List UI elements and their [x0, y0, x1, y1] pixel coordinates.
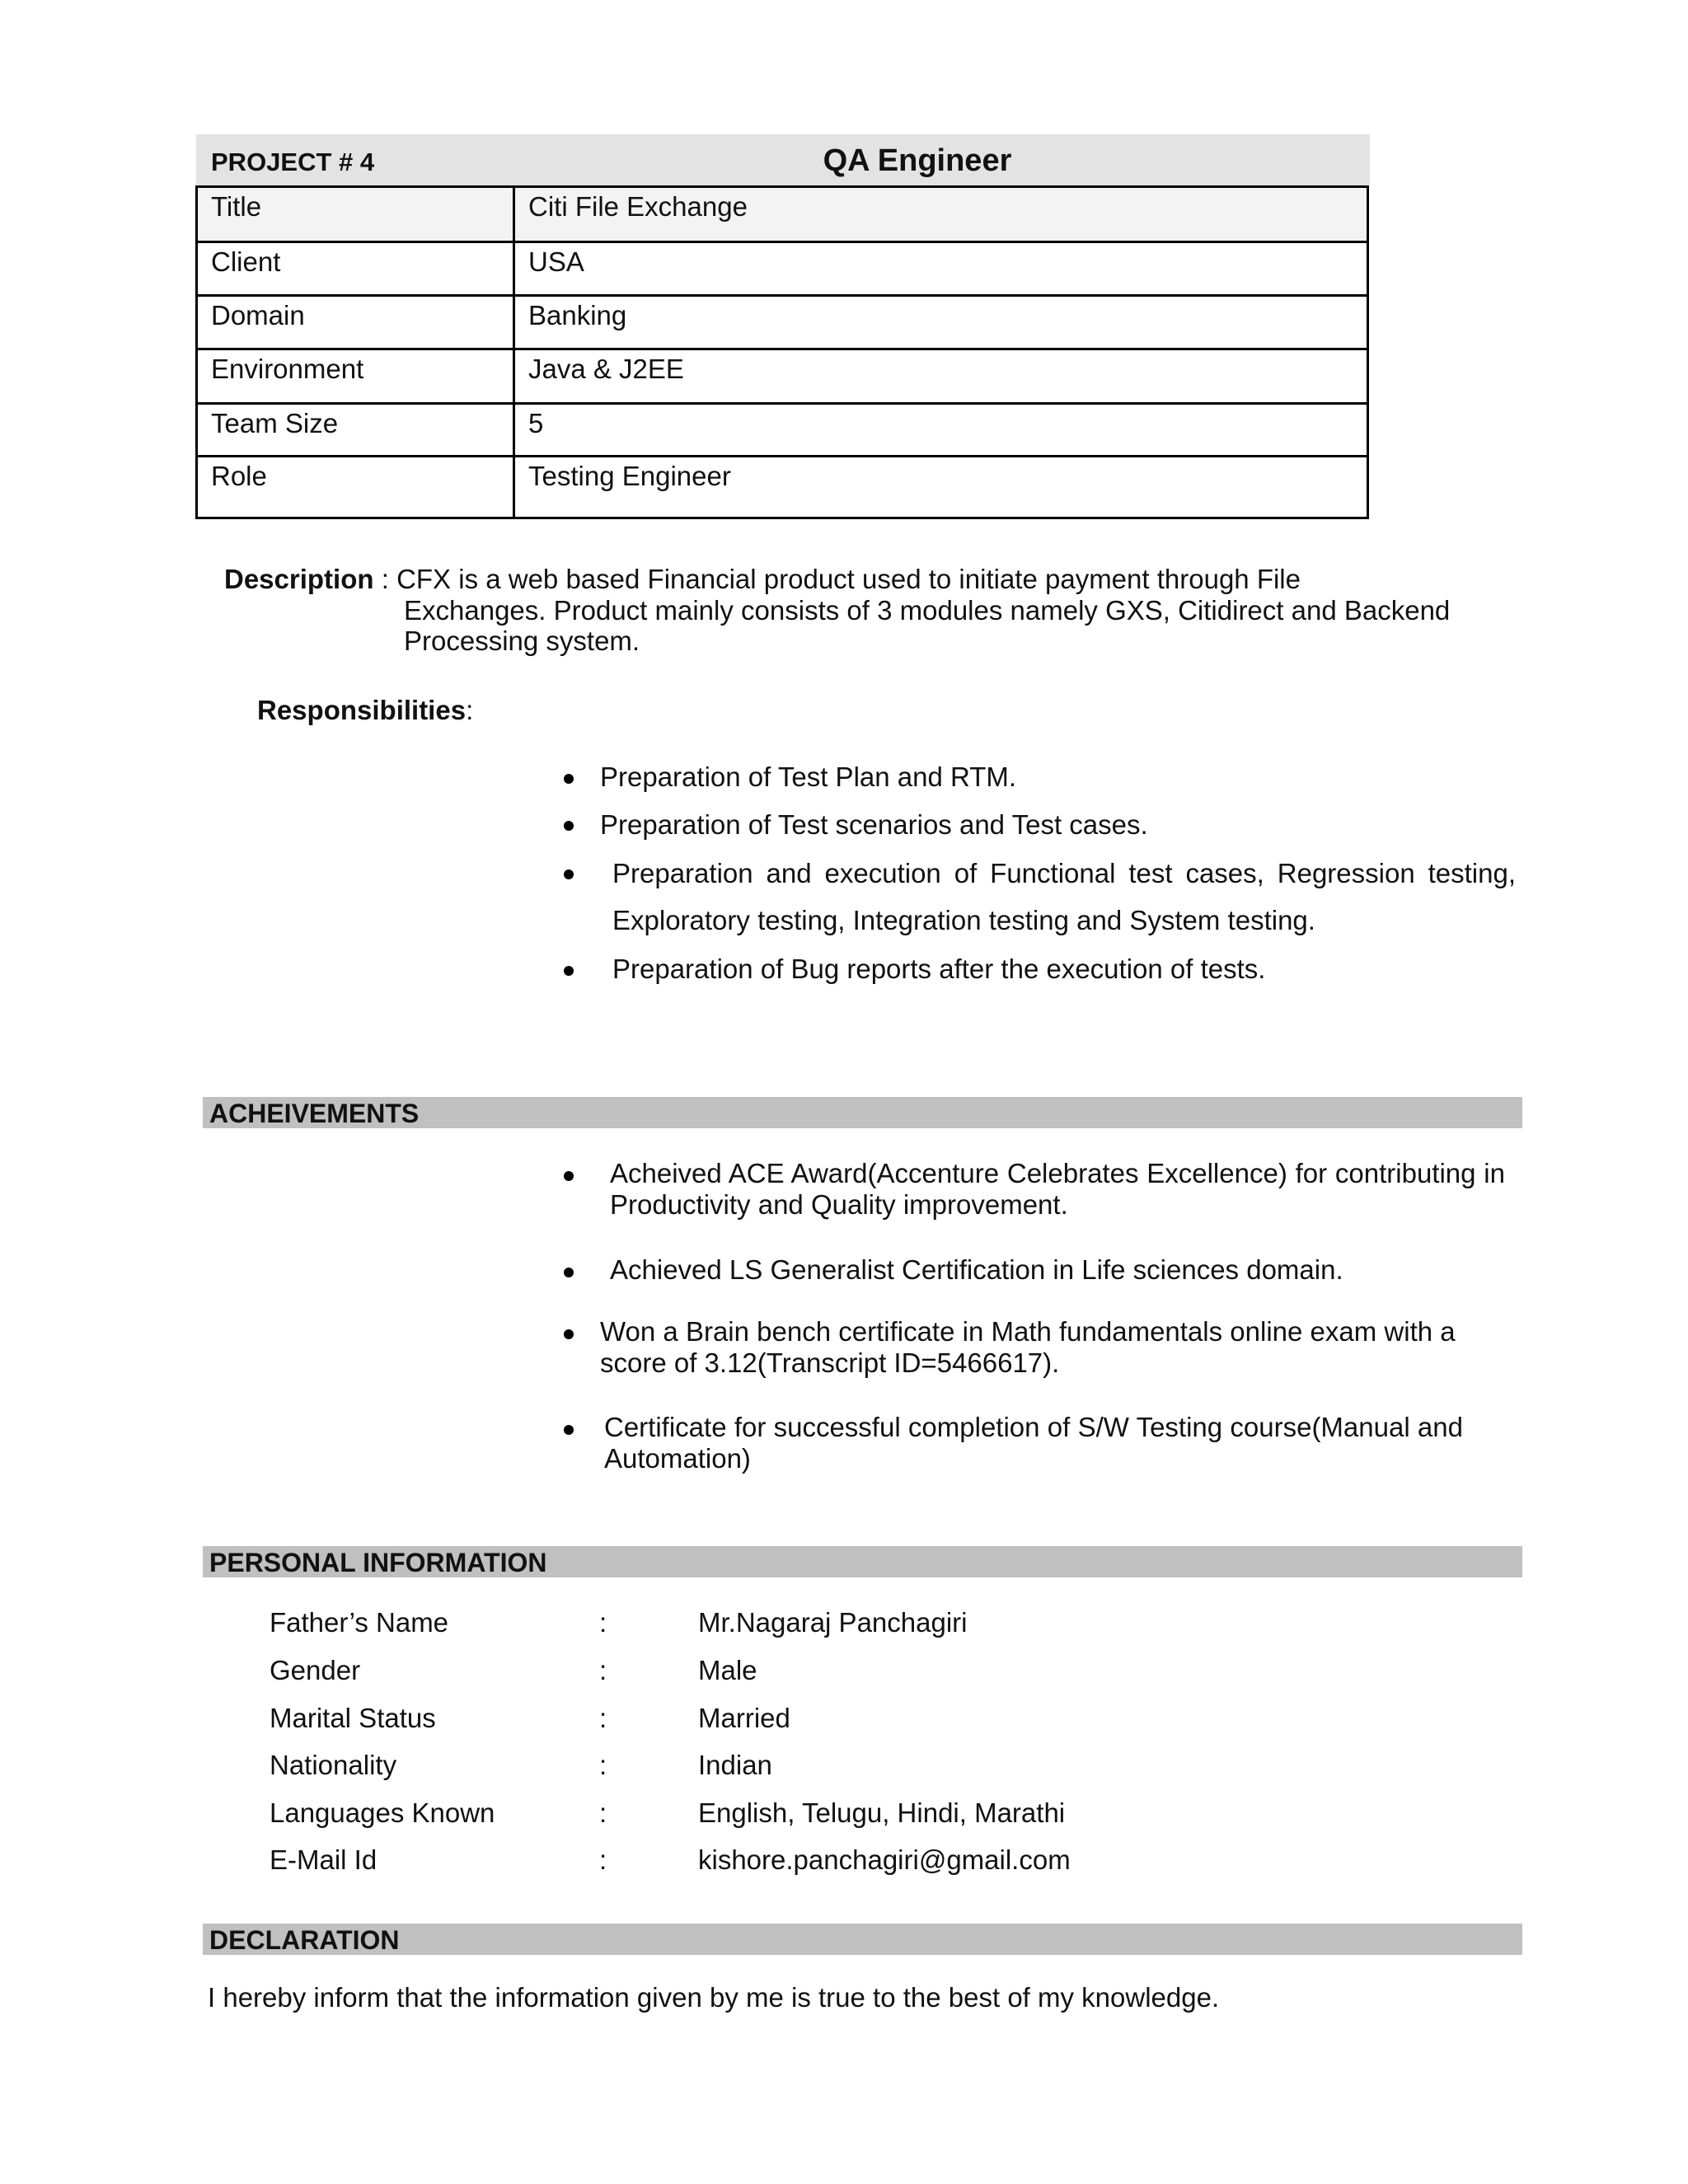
table-value-client: USA: [514, 242, 1368, 296]
personal-row-nationality: [270, 1750, 1423, 1783]
achievements-heading-bar: [203, 1097, 1522, 1128]
bullet-icon: [564, 1329, 574, 1339]
personal-info-heading-bar: [203, 1546, 1522, 1577]
personal-row-father-name: [270, 1607, 1423, 1640]
description-label: Description: [224, 564, 374, 594]
responsibilities-heading: [257, 695, 473, 726]
table-row: [197, 404, 1368, 457]
bullet-icon: [564, 821, 574, 831]
personal-value: Married: [698, 1703, 790, 1733]
responsibility-item: Preparation of Test Plan and RTM.: [600, 762, 1017, 792]
bullet-icon: [564, 1171, 574, 1181]
table-key-domain: Domain: [197, 296, 514, 349]
description-line-2: Exchanges. Product mainly consists of 3 modules namely GXS, Citidirect and Backend: [404, 595, 1451, 626]
responsibility-item-continued: Exploratory testing, Integration testing and System testing.: [612, 905, 1315, 935]
personal-value: Male: [698, 1655, 757, 1685]
personal-value: Mr.Nagaraj Panchagiri: [698, 1607, 968, 1638]
achievement-item: Certificate for successful completion of S/W Testing course(Manual and: [604, 1412, 1463, 1442]
description-line-1: CFX is a web based Financial product used to initiate payment through File: [396, 564, 1301, 594]
table-value-team-size: 5: [514, 404, 1368, 457]
table-row: [197, 187, 1368, 242]
personal-separator: :: [599, 1797, 607, 1828]
table-value-role: Testing Engineer: [514, 457, 1368, 518]
responsibilities-colon: :: [466, 695, 474, 725]
table-value-title: Citi File Exchange: [514, 187, 1368, 242]
table-value-domain: Banking: [514, 296, 1368, 349]
personal-key: Languages Known: [270, 1797, 495, 1828]
bullet-icon: [564, 869, 574, 879]
project-role-heading: QA Engineer: [823, 143, 1012, 178]
personal-row-gender: [270, 1655, 1423, 1688]
personal-key: Marital Status: [270, 1703, 436, 1733]
declaration-heading: DECLARATION: [209, 1925, 400, 1955]
description-first-line: [224, 564, 1301, 595]
table-key-role: Role: [197, 457, 514, 518]
personal-row-languages: [270, 1797, 1423, 1830]
declaration-text: I hereby inform that the information given by me is true to the best of my knowledge.: [208, 1982, 1220, 2013]
project-header: [196, 134, 1370, 185]
table-row: [197, 457, 1368, 518]
declaration-heading-bar: [203, 1924, 1522, 1955]
table-key-client: Client: [197, 242, 514, 296]
personal-separator: :: [599, 1750, 607, 1780]
personal-separator: :: [599, 1655, 607, 1685]
personal-value: kishore.panchagiri@gmail.com: [698, 1844, 1071, 1875]
personal-separator: :: [599, 1607, 607, 1638]
bullet-icon: [564, 1425, 574, 1435]
table-row: [197, 242, 1368, 296]
achievement-item: Acheived ACE Award(Accenture Celebrates Excellence) for contributing in: [610, 1158, 1505, 1188]
personal-separator: :: [599, 1703, 607, 1733]
table-key-title: Title: [197, 187, 514, 242]
personal-row-marital-status: [270, 1703, 1423, 1736]
personal-key: Nationality: [270, 1750, 397, 1780]
project-details-table: [195, 185, 1369, 519]
achievement-item-continued: score of 3.12(Transcript ID=5466617).: [600, 1347, 1060, 1378]
responsibility-item: Preparation and execution of Functional test cases, Regression testing,: [612, 858, 1516, 888]
description-separator: :: [381, 564, 389, 594]
personal-separator: :: [599, 1844, 607, 1875]
project-number: PROJECT # 4: [211, 148, 375, 176]
table-value-environment: Java & J2EE: [514, 349, 1368, 404]
table-row: [197, 296, 1368, 349]
responsibilities-label: Responsibilities: [257, 695, 467, 725]
personal-value: Indian: [698, 1750, 772, 1780]
achievement-item: Achieved LS Generalist Certification in Life sciences domain.: [610, 1254, 1343, 1285]
table-row: [197, 349, 1368, 404]
bullet-icon: [564, 774, 574, 784]
achievement-item: Won a Brain bench certificate in Math fundamentals online exam with a: [600, 1316, 1456, 1347]
personal-info-heading: PERSONAL INFORMATION: [209, 1548, 547, 1577]
personal-row-email: [270, 1844, 1423, 1877]
personal-key: E-Mail Id: [270, 1844, 377, 1875]
responsibility-item: Preparation of Test scenarios and Test cases.: [600, 809, 1148, 840]
achievement-item-continued: Productivity and Quality improvement.: [610, 1189, 1068, 1220]
achievement-item-continued: Automation): [604, 1443, 751, 1474]
table-key-environment: Environment: [197, 349, 514, 404]
personal-key: Father’s Name: [270, 1607, 449, 1638]
personal-value: English, Telugu, Hindi, Marathi: [698, 1797, 1066, 1828]
bullet-icon: [564, 1268, 574, 1277]
personal-key: Gender: [270, 1655, 361, 1685]
table-key-team-size: Team Size: [197, 404, 514, 457]
bullet-icon: [564, 966, 574, 976]
description-line-3: Processing system.: [404, 626, 640, 656]
achievements-heading: ACHEIVEMENTS: [209, 1099, 420, 1128]
responsibility-item: Preparation of Bug reports after the execution of tests.: [612, 954, 1266, 984]
